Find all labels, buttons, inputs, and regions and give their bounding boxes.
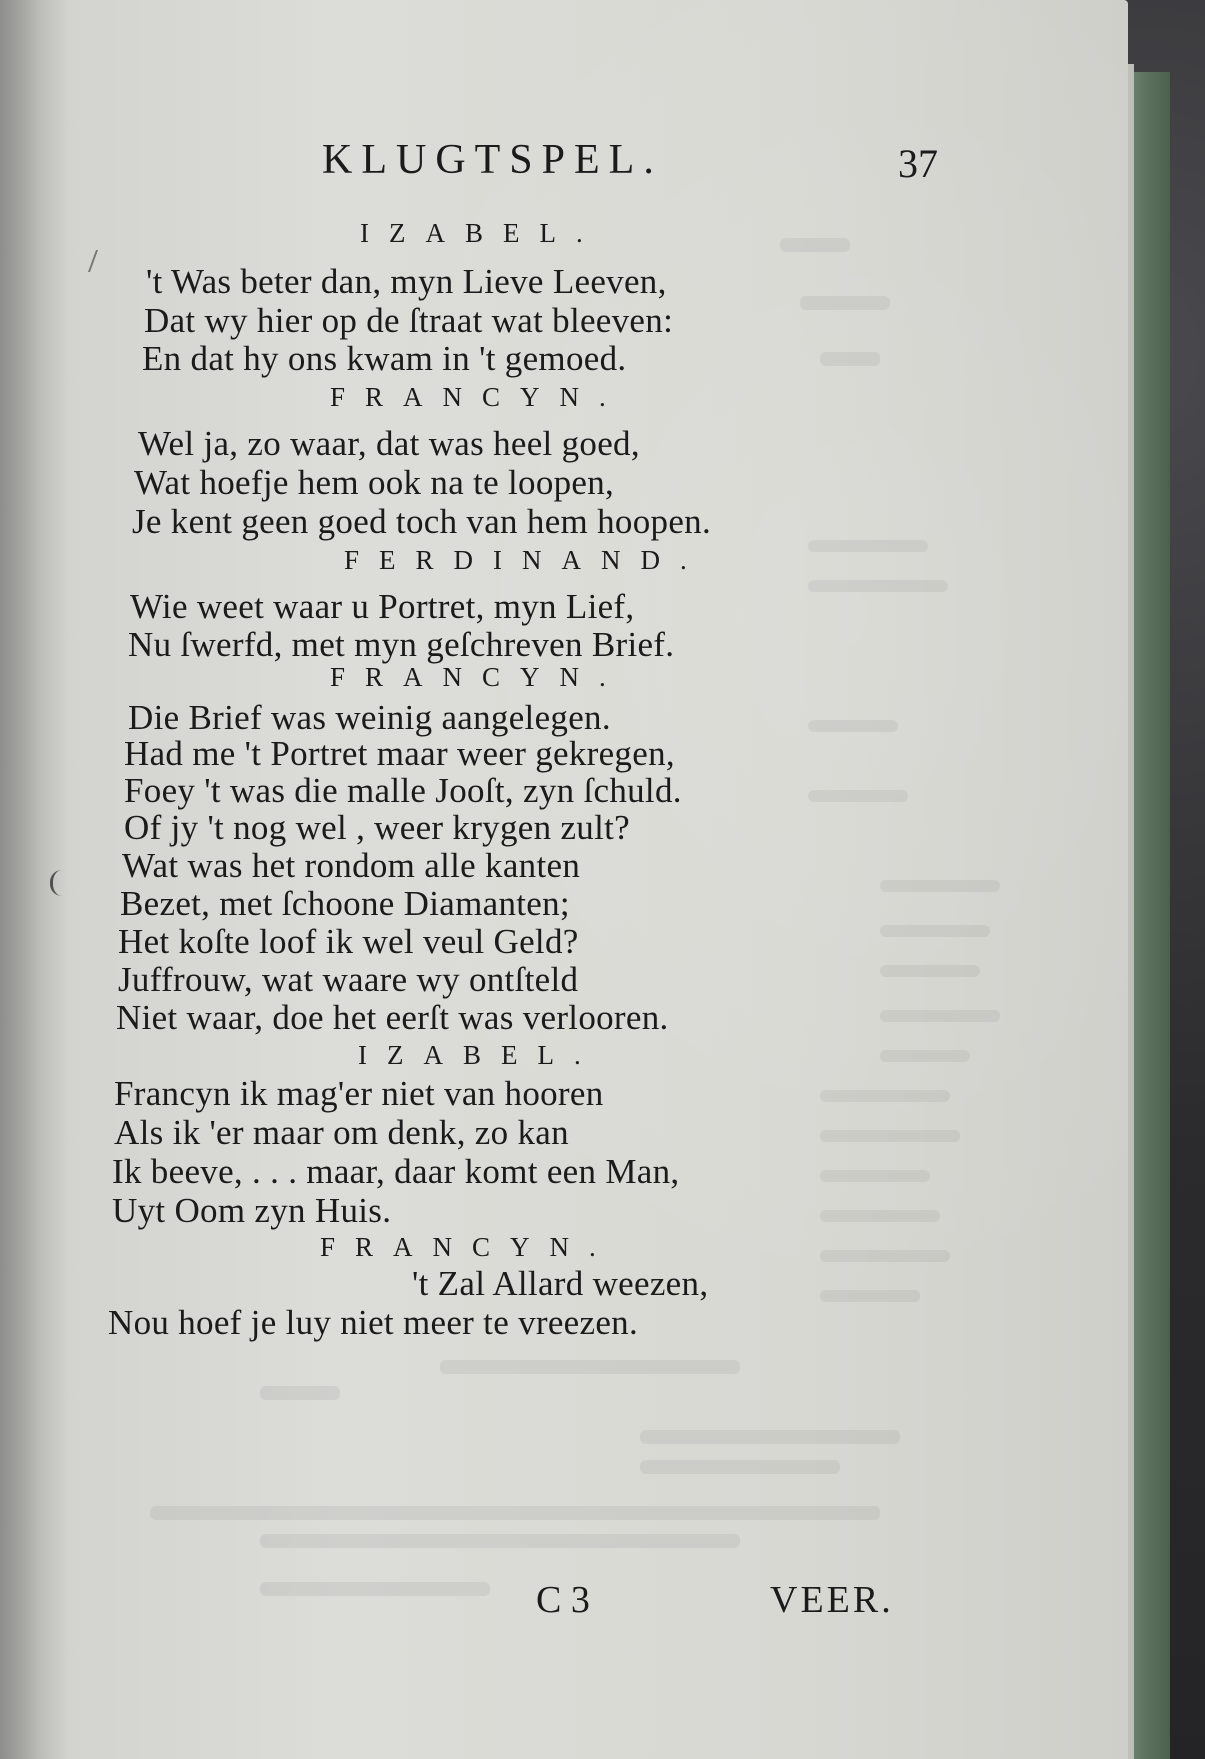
verse-line: Wie weet waar u Portret, myn Lief,: [130, 587, 635, 626]
speaker-heading: IZABEL.: [360, 218, 603, 248]
page-number: 37: [898, 141, 938, 186]
verse-line: Als ik 'er maar om denk, zo kan: [114, 1113, 569, 1152]
verse-line: 't Zal Allard weezen,: [412, 1264, 709, 1303]
verse-line: Francyn ik mag'er niet van hooren: [114, 1074, 604, 1113]
verse-line: Die Brief was weinig aangelegen.: [128, 698, 611, 737]
verse-line: 't Was beter dan, myn Lieve Leeven,: [146, 262, 667, 301]
verse-line: Nu ſwerfd, met myn geſchreven Brief.: [128, 625, 675, 664]
verse-line: Bezet, met ſchoone Diamanten;: [120, 884, 570, 923]
verse-line: Foey 't was die malle Jooſt, zyn ſchuld.: [124, 771, 682, 810]
verse-line: Wat was het rondom alle kanten: [122, 846, 581, 885]
speaker-heading: FRANCYN.: [330, 662, 626, 692]
margin-mark: [50, 870, 67, 896]
book-cover-edge: [1128, 72, 1170, 1759]
speaker-heading: IZABEL.: [358, 1040, 601, 1070]
verse-line: Had me 't Portret maar weer gekregen,: [124, 734, 675, 773]
signature-mark: C 3: [536, 1579, 590, 1621]
verse-line: Wel ja, zo waar, dat was heel goed,: [138, 424, 640, 463]
speaker-heading: FRANCYN.: [330, 382, 626, 412]
verse-line: Wat hoefje hem ook na te loopen,: [134, 463, 615, 502]
verse-line: Ik beeve, . . . maar, daar komt een Man,: [112, 1152, 680, 1191]
speaker-heading: FERDINAND.: [344, 545, 707, 575]
running-head: KLUGTSPEL.: [322, 137, 663, 183]
verse-line: Je kent geen goed toch van hem hoopen.: [132, 502, 712, 541]
verse-line: Of jy 't nog wel , weer krygen zult?: [124, 808, 630, 847]
verse-line: Het koſte loof ik wel veul Geld?: [118, 922, 579, 961]
verse-line: Nou hoef je luy niet meer te vreezen.: [108, 1303, 639, 1342]
verse-line: Niet waar, doe het eerſt was verlooren.: [116, 998, 669, 1037]
speaker-heading: FRANCYN.: [320, 1232, 616, 1262]
catchword: VEER.: [770, 1579, 894, 1621]
verse-line: Juffrouw, wat waare wy ontſteld: [118, 960, 579, 999]
verse-line: Uyt Oom zyn Huis.: [112, 1191, 392, 1230]
verse-line: Dat wy hier op de ſtraat wat bleeven:: [144, 301, 674, 340]
verse-line: En dat hy ons kwam in 't gemoed.: [142, 339, 627, 378]
